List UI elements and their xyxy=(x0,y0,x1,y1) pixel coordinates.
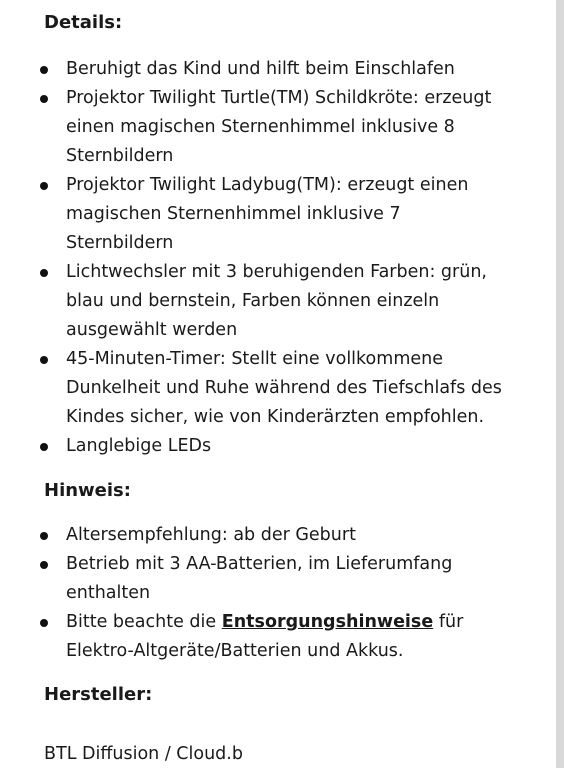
details-list xyxy=(0,55,520,461)
disposal-suffix: für Elektro-Altgeräte/Batterien und Akkus. xyxy=(66,612,464,661)
hinweis-heading: Hinweis: xyxy=(44,480,131,501)
list-item-text: Altersempfehlung: ab der Geburt xyxy=(66,525,356,545)
list-item xyxy=(0,55,520,84)
hersteller-heading: Hersteller: xyxy=(44,684,153,705)
list-item xyxy=(0,84,520,171)
list-item-text: Lichtwechsler mit 3 beruhigenden Farben: grün, blau und bernstein, Farben können einzeln ausgewählt werden xyxy=(66,262,487,340)
details-heading: Details: xyxy=(44,12,123,33)
list-item xyxy=(0,550,520,608)
page-edge-divider xyxy=(556,0,564,768)
list-item-text: Beruhigt das Kind und hilft beim Einschlafen xyxy=(66,59,455,79)
list-item-text: Projektor Twilight Ladybug(TM): erzeugt einen magischen Sternenhimmel inklusive 7 Sternbildern xyxy=(66,175,469,253)
list-item xyxy=(0,171,520,258)
disposal-link[interactable]: Entsorgungshinweise xyxy=(221,612,434,632)
bullet-icon xyxy=(40,182,48,190)
list-item xyxy=(0,258,520,345)
list-item-text: Langlebige LEDs xyxy=(66,436,212,456)
list-item-text: Projektor Twilight Turtle(TM) Schildkröte: erzeugt einen magischen Sternenhimmel inklusive 8 Sternbildern xyxy=(66,88,492,166)
bullet-icon xyxy=(40,532,48,540)
list-item xyxy=(0,345,520,432)
bullet-icon xyxy=(40,561,48,569)
list-item xyxy=(0,432,520,461)
list-item-text: 45-Minuten-Timer: Stellt eine vollkommene Dunkelheit und Ruhe während des Tiefschlafs des Kindes sicher, wie von Kinderärzten empfohlen. xyxy=(66,349,502,427)
list-item-text: Betrieb mit 3 AA-Batterien, im Lieferumfang enthalten xyxy=(66,554,453,603)
bullet-icon xyxy=(40,356,48,364)
bullet-icon xyxy=(40,95,48,103)
bullet-icon xyxy=(40,66,48,74)
bullet-icon xyxy=(40,443,48,451)
list-item-disposal xyxy=(0,608,520,666)
disposal-prefix: Bitte beachte die xyxy=(66,612,217,632)
bullet-icon xyxy=(40,619,48,627)
list-item xyxy=(0,521,520,550)
manufacturer-name: BTL Diffusion / Cloud.b xyxy=(44,744,243,764)
bullet-icon xyxy=(40,269,48,277)
hinweis-list xyxy=(0,521,520,666)
